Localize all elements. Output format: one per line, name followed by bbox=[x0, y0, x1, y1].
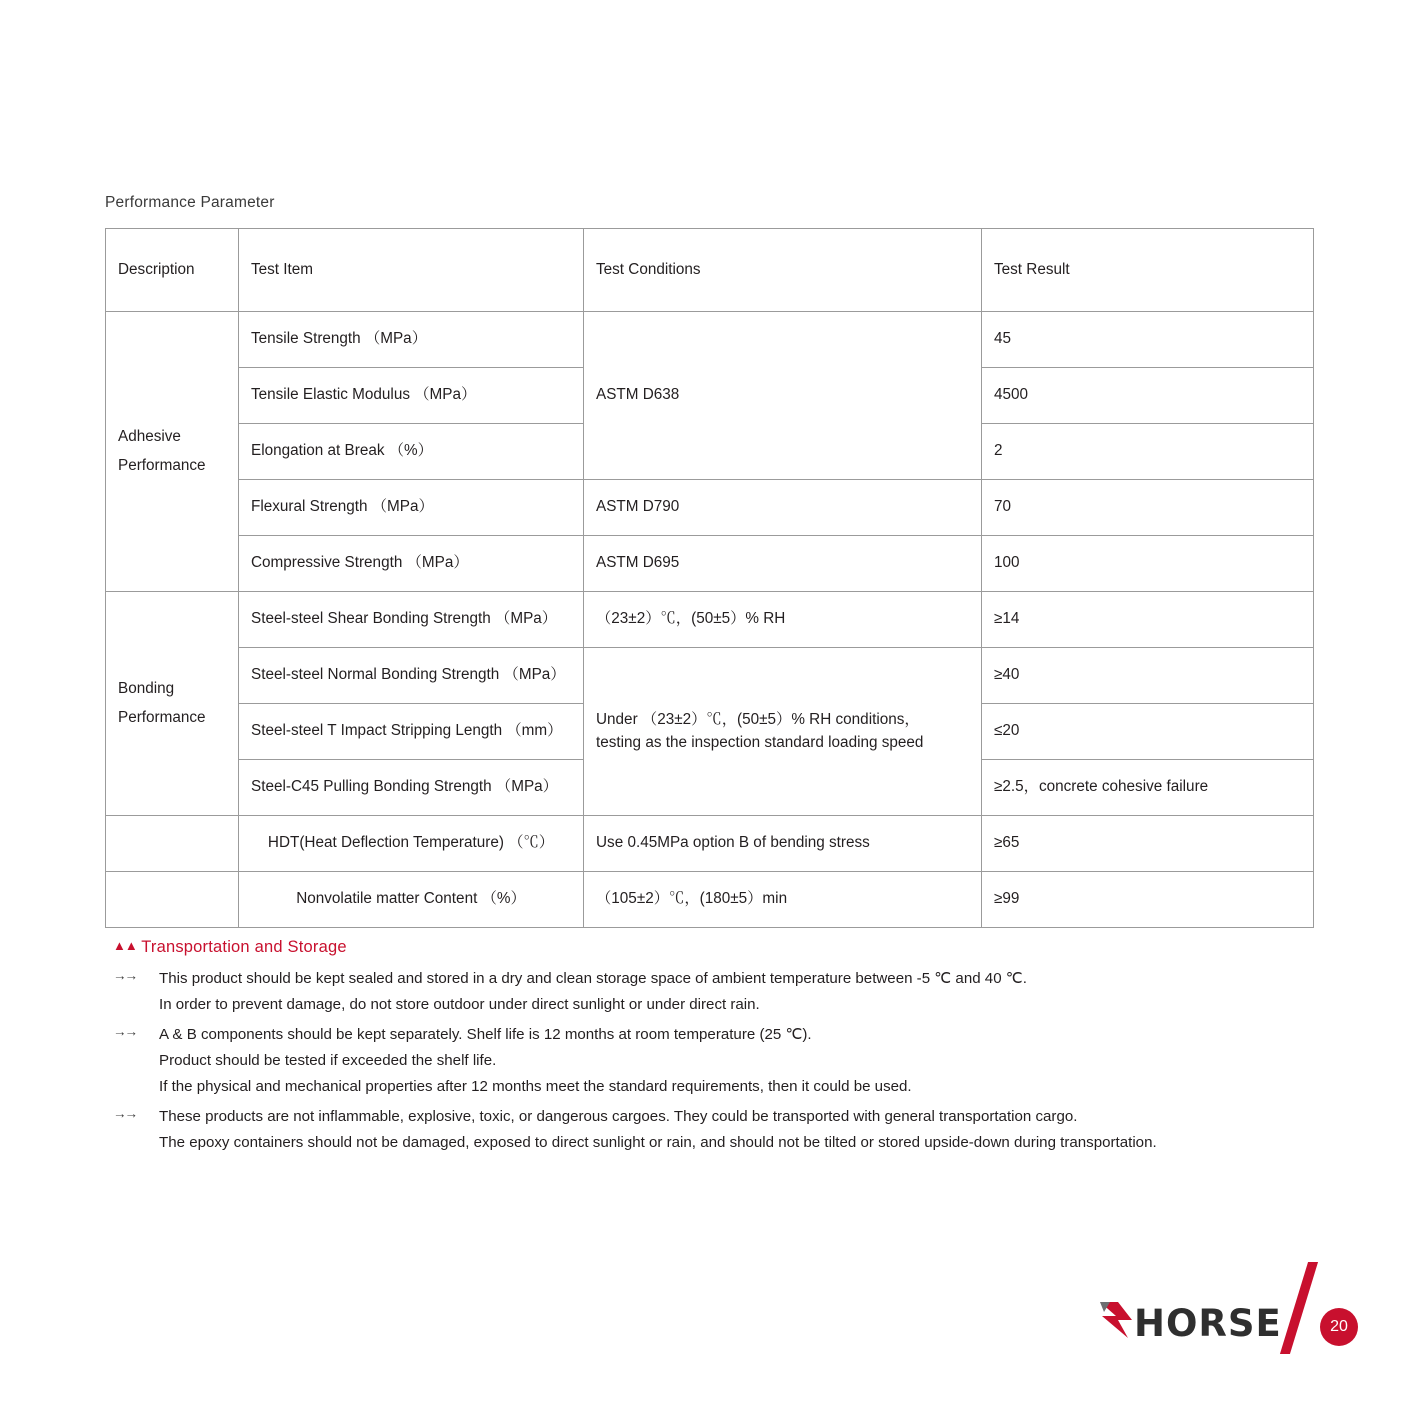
test-item: Tensile Elastic Modulus （MPa） bbox=[239, 368, 584, 424]
test-result: ≥99 bbox=[982, 872, 1314, 928]
list-item-line: If the physical and mechanical properties after 12 months meet the standard requirements, then it could be used. bbox=[159, 1077, 912, 1095]
test-condition: （105±2）℃，(180±5）min bbox=[584, 872, 982, 928]
slash-accent bbox=[1280, 1262, 1318, 1354]
test-item: Flexural Strength （MPa） bbox=[239, 480, 584, 536]
brand-name: HORSE bbox=[1134, 1302, 1282, 1345]
column-header-test-conditions: Test Conditions bbox=[584, 229, 982, 312]
page-title: Performance Parameter bbox=[105, 194, 275, 211]
list-item bbox=[113, 1104, 1343, 1156]
test-result: 2 bbox=[982, 424, 1314, 480]
list-item-line: Product should be tested if exceeded the shelf life. bbox=[159, 1051, 497, 1069]
table-header-row bbox=[106, 229, 1314, 312]
group-label-line-2: Performance bbox=[118, 456, 206, 474]
test-condition-merged bbox=[584, 648, 982, 816]
table-row bbox=[106, 312, 1314, 368]
test-result: 45 bbox=[982, 312, 1314, 368]
column-header-test-item: Test Item bbox=[239, 229, 584, 312]
arrow-icon: →→ bbox=[113, 968, 136, 983]
test-result: 100 bbox=[982, 536, 1314, 592]
performance-parameter-table bbox=[105, 228, 1314, 928]
merged-condition-line-2: testing as the inspection standard loading speed bbox=[596, 733, 924, 751]
test-item: Steel-steel Normal Bonding Strength （MPa） bbox=[239, 648, 584, 704]
group-label-bonding-performance bbox=[106, 592, 239, 816]
test-result: ≤20 bbox=[982, 704, 1314, 760]
test-item: Tensile Strength （MPa） bbox=[239, 312, 584, 368]
transportation-storage-title: Transportation and Storage bbox=[141, 938, 347, 956]
transportation-storage-heading bbox=[113, 938, 347, 957]
horse-logo-icon bbox=[1098, 1298, 1138, 1340]
test-item: Steel-C45 Pulling Bonding Strength （MPa） bbox=[239, 760, 584, 816]
group-label-empty bbox=[106, 872, 239, 928]
list-item bbox=[113, 966, 1343, 1018]
test-result: ≥40 bbox=[982, 648, 1314, 704]
test-condition: ASTM D695 bbox=[584, 536, 982, 592]
table-row bbox=[106, 536, 1314, 592]
table-row bbox=[106, 480, 1314, 536]
test-item: Steel-steel T Impact Stripping Length （mm） bbox=[239, 704, 584, 760]
group-label-line-1: Adhesive bbox=[118, 428, 181, 446]
test-item: HDT(Heat Deflection Temperature) （℃） bbox=[239, 816, 584, 872]
triangle-marker-icon: ▲▲ bbox=[113, 938, 137, 953]
test-item: Compressive Strength （MPa） bbox=[239, 536, 584, 592]
test-result: ≥2.5，concrete cohesive failure bbox=[982, 760, 1314, 816]
arrow-icon: →→ bbox=[113, 1023, 136, 1039]
test-condition: Use 0.45MPa option B of bending stress bbox=[584, 816, 982, 872]
group-label-line-1: Bonding bbox=[118, 680, 175, 698]
merged-condition-line-1: Under （23±2）℃，(50±5）% RH conditions， bbox=[596, 711, 920, 729]
table-row bbox=[106, 872, 1314, 928]
group-label-adhesive-performance bbox=[106, 312, 239, 592]
test-item: Elongation at Break （%） bbox=[239, 424, 584, 480]
column-header-description: Description bbox=[106, 229, 239, 312]
list-item-line: A & B components should be kept separately. Shelf life is 12 months at room temperature (25 ℃). bbox=[159, 1025, 812, 1043]
test-item: Nonvolatile matter Content （%） bbox=[239, 872, 584, 928]
group-label-line-2: Performance bbox=[118, 708, 206, 726]
list-item-line: The epoxy containers should not be damaged, exposed to direct sunlight or rain, and should not be tilted or stored upside-down during transportation. bbox=[159, 1133, 1157, 1151]
test-item: Steel-steel Shear Bonding Strength （MPa） bbox=[239, 592, 584, 648]
test-condition: （23±2）℃，(50±5）% RH bbox=[584, 592, 982, 648]
test-result: 4500 bbox=[982, 368, 1314, 424]
test-result: ≥14 bbox=[982, 592, 1314, 648]
table-row bbox=[106, 592, 1314, 648]
column-header-test-result: Test Result bbox=[982, 229, 1314, 312]
table-row bbox=[106, 648, 1314, 704]
test-condition: ASTM D638 bbox=[584, 312, 982, 480]
list-item-line: In order to prevent damage, do not store outdoor under direct sunlight or under direct rain. bbox=[159, 995, 760, 1013]
list-item-line: This product should be kept sealed and stored in a dry and clean storage space of ambient temperature between -5 ℃ and 40 ℃. bbox=[159, 970, 1027, 987]
page-number-badge: 20 bbox=[1320, 1308, 1358, 1346]
transportation-storage-list bbox=[113, 966, 1343, 1160]
test-condition: ASTM D790 bbox=[584, 480, 982, 536]
list-item bbox=[113, 1022, 1343, 1100]
footer-logo bbox=[1098, 1268, 1358, 1368]
list-item-line: These products are not inflammable, explosive, toxic, or dangerous cargoes. They could be transported with general transportation cargo. bbox=[159, 1107, 1078, 1125]
table-row bbox=[106, 816, 1314, 872]
test-result: ≥65 bbox=[982, 816, 1314, 872]
test-result: 70 bbox=[982, 480, 1314, 536]
group-label-empty bbox=[106, 816, 239, 872]
arrow-icon: →→ bbox=[113, 1105, 136, 1121]
